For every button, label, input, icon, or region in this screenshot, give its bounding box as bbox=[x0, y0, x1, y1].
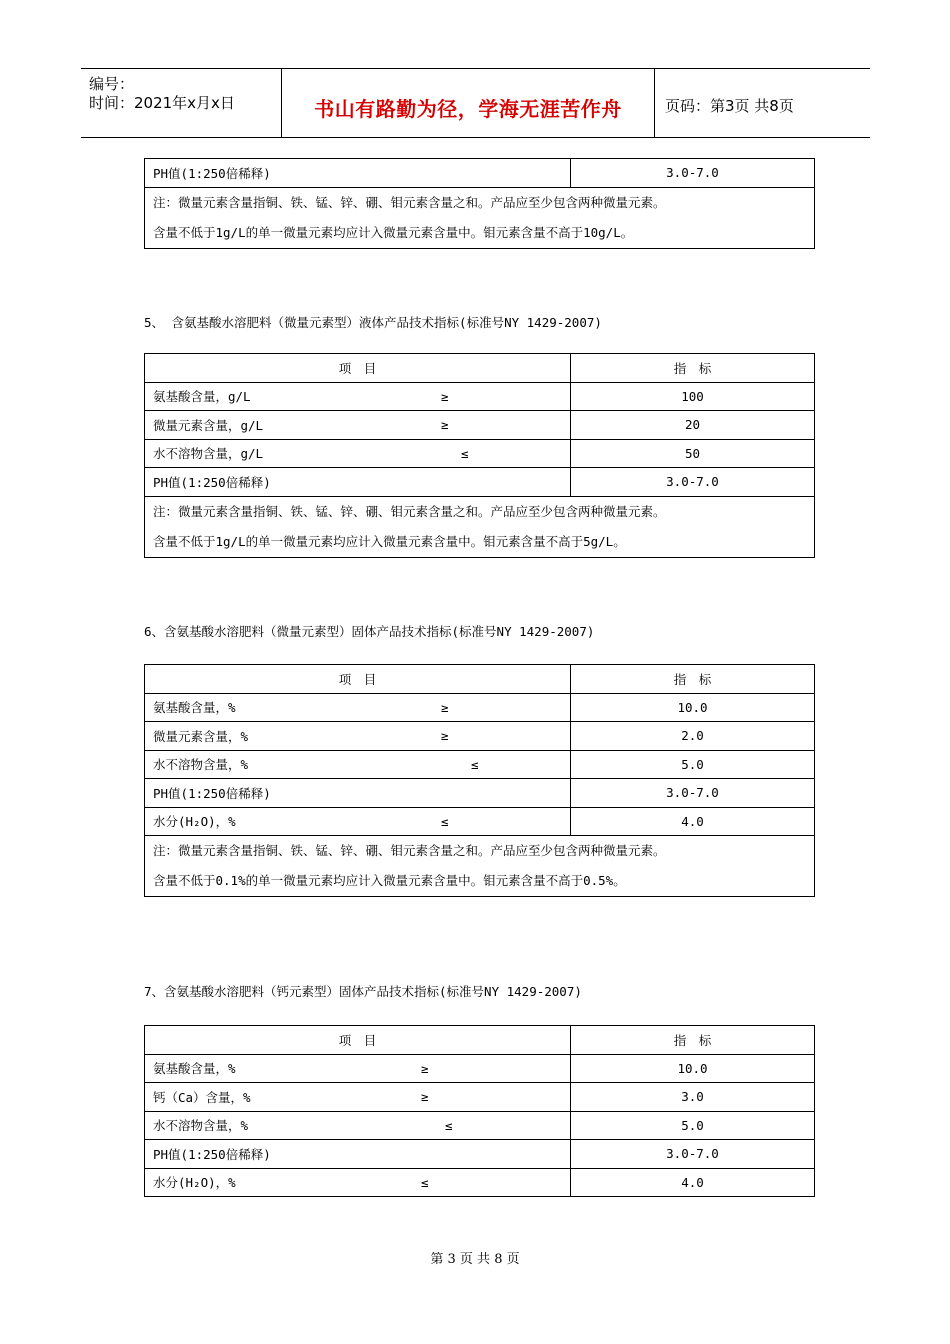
row-cell bbox=[145, 693, 571, 722]
row-value: 3.0-7.0 bbox=[571, 1140, 815, 1169]
note-line-2: 含量不低于1g/L的单一微量元素均应计入微量元素含量中。钼元素含量不高于5g/L。 bbox=[153, 533, 626, 549]
row-value: 10.0 bbox=[571, 693, 815, 722]
header-meta-cell bbox=[81, 69, 282, 137]
column-header-item: 项 目 bbox=[145, 354, 571, 383]
note-line-2: 含量不低于0.1%的单一微量元素均应计入微量元素含量中。钼元素含量不高于0.5%。 bbox=[153, 873, 626, 888]
row-value: 3.0-7.0 bbox=[571, 159, 815, 188]
table-note-row bbox=[145, 836, 815, 897]
row-cell bbox=[145, 750, 571, 779]
row-value: 3.0 bbox=[571, 1083, 815, 1112]
note-line-1: 注：微量元素含量指铜、铁、锰、锌、硼、钼元素含量之和。产品应至少包含两种微量元素。 bbox=[153, 194, 666, 210]
row-label: PH值(1:250倍稀释) bbox=[153, 1146, 271, 1162]
row-cell bbox=[145, 1168, 571, 1197]
row-label: 水不溶物含量，% bbox=[153, 1118, 249, 1134]
column-header-value: 指 标 bbox=[571, 1026, 815, 1055]
row-value: 100 bbox=[571, 382, 815, 411]
row-cell bbox=[145, 1140, 571, 1169]
column-header-item: 项 目 bbox=[145, 665, 571, 694]
comparison-operator: ≥ bbox=[441, 728, 449, 743]
section-5-title: 5、 含氨基酸水溶肥料（微量元素型）液体产品技术指标(标准号NY 1429-2007) bbox=[144, 315, 602, 330]
column-header-value: 指 标 bbox=[571, 354, 815, 383]
row-label: 水不溶物含量，% bbox=[153, 757, 249, 773]
table-continued bbox=[144, 158, 815, 249]
row-label: 水不溶物含量，g/L bbox=[153, 446, 264, 462]
row-label: 氨基酸含量，% bbox=[153, 1061, 236, 1077]
table-header-row bbox=[145, 1026, 815, 1055]
table-note bbox=[145, 496, 815, 557]
table-row bbox=[145, 779, 815, 808]
table-note bbox=[145, 836, 815, 897]
table-row bbox=[145, 1054, 815, 1083]
table-note-row bbox=[145, 496, 815, 557]
row-value: 2.0 bbox=[571, 722, 815, 751]
row-value: 50 bbox=[571, 439, 815, 468]
column-header-item: 项 目 bbox=[145, 1026, 571, 1055]
table-row bbox=[145, 750, 815, 779]
comparison-operator: ≤ bbox=[441, 813, 449, 829]
note-line-2: 含量不低于1g/L的单一微量元素均应计入微量元素含量中。钼元素含量不高于10g/L。 bbox=[153, 224, 634, 240]
row-cell bbox=[145, 779, 571, 808]
table-row bbox=[145, 1083, 815, 1112]
row-cell bbox=[145, 411, 571, 440]
row-value: 4.0 bbox=[571, 1168, 815, 1197]
row-cell bbox=[145, 1083, 571, 1112]
row-label: 水分(H₂O)，% bbox=[153, 1175, 236, 1191]
table-row bbox=[145, 468, 815, 497]
table-row bbox=[145, 1140, 815, 1169]
row-cell bbox=[145, 1111, 571, 1140]
comparison-operator: ≥ bbox=[441, 699, 449, 715]
row-cell bbox=[145, 722, 571, 751]
row-cell bbox=[145, 1054, 571, 1083]
header-page-number: 页码：第3页 共8页 bbox=[665, 97, 794, 115]
row-value: 4.0 bbox=[571, 807, 815, 836]
row-value: 5.0 bbox=[571, 1111, 815, 1140]
row-cell bbox=[145, 439, 571, 468]
page-footer: 第 3 页 共 8 页 bbox=[430, 1252, 520, 1267]
row-cell bbox=[145, 468, 571, 497]
comparison-operator: ≤ bbox=[461, 445, 469, 461]
table-row bbox=[145, 159, 815, 188]
table-row bbox=[145, 439, 815, 468]
comparison-operator: ≤ bbox=[421, 1174, 429, 1190]
row-label: 钙（Ca）含量，% bbox=[153, 1089, 251, 1105]
page-header bbox=[81, 68, 870, 138]
column-header-value: 指 标 bbox=[571, 665, 815, 694]
row-label: 微量元素含量，g/L bbox=[153, 417, 264, 433]
section-7-table bbox=[144, 1025, 815, 1197]
document-time-label: 时间：2021年x月x日 bbox=[89, 94, 235, 112]
table-row bbox=[145, 693, 815, 722]
section-7-title: 7、含氨基酸水溶肥料（钙元素型）固体产品技术指标(标准号NY 1429-2007) bbox=[144, 984, 582, 999]
row-value: 20 bbox=[571, 411, 815, 440]
row-cell bbox=[145, 807, 571, 836]
row-label: 氨基酸含量，g/L bbox=[153, 389, 251, 405]
table-header-row bbox=[145, 354, 815, 383]
table-note-row bbox=[145, 187, 815, 248]
row-value: 3.0-7.0 bbox=[571, 468, 815, 497]
table-row bbox=[145, 722, 815, 751]
table-note bbox=[145, 187, 815, 248]
row-label: 水分(H₂O)，% bbox=[153, 814, 236, 830]
section-6-table bbox=[144, 664, 815, 897]
row-label: 微量元素含量，% bbox=[153, 728, 249, 744]
note-line-1: 注：微量元素含量指铜、铁、锰、锌、硼、钼元素含量之和。产品应至少包含两种微量元素。 bbox=[153, 843, 666, 858]
comparison-operator: ≤ bbox=[471, 756, 479, 772]
comparison-operator: ≥ bbox=[421, 1089, 429, 1104]
table-header-row bbox=[145, 665, 815, 694]
table-row bbox=[145, 411, 815, 440]
table-row bbox=[145, 807, 815, 836]
row-label: PH值(1:250倍稀释) bbox=[145, 159, 571, 188]
row-label: PH值(1:250倍稀释) bbox=[153, 474, 271, 490]
section-6-title: 6、含氨基酸水溶肥料（微量元素型）固体产品技术指标(标准号NY 1429-2007) bbox=[144, 624, 595, 639]
table-row bbox=[145, 1168, 815, 1197]
header-page-cell bbox=[655, 69, 870, 137]
row-value: 3.0-7.0 bbox=[571, 779, 815, 808]
comparison-operator: ≤ bbox=[445, 1117, 453, 1133]
row-label: 氨基酸含量，% bbox=[153, 700, 236, 716]
row-value: 5.0 bbox=[571, 750, 815, 779]
section-5-table bbox=[144, 353, 815, 558]
comparison-operator: ≥ bbox=[421, 1060, 429, 1076]
row-label: PH值(1:250倍稀释) bbox=[153, 785, 271, 801]
table-row bbox=[145, 382, 815, 411]
document-number-label: 编号： bbox=[89, 75, 135, 93]
header-motto-cell bbox=[282, 69, 655, 137]
row-value: 10.0 bbox=[571, 1054, 815, 1083]
comparison-operator: ≥ bbox=[441, 417, 449, 432]
note-line-1: 注：微量元素含量指铜、铁、锰、锌、硼、钼元素含量之和。产品应至少包含两种微量元素。 bbox=[153, 503, 666, 519]
header-motto: 书山有路勤为径，学海无涯苦作舟 bbox=[314, 97, 622, 121]
comparison-operator: ≥ bbox=[441, 388, 449, 404]
table-row bbox=[145, 1111, 815, 1140]
row-cell bbox=[145, 382, 571, 411]
